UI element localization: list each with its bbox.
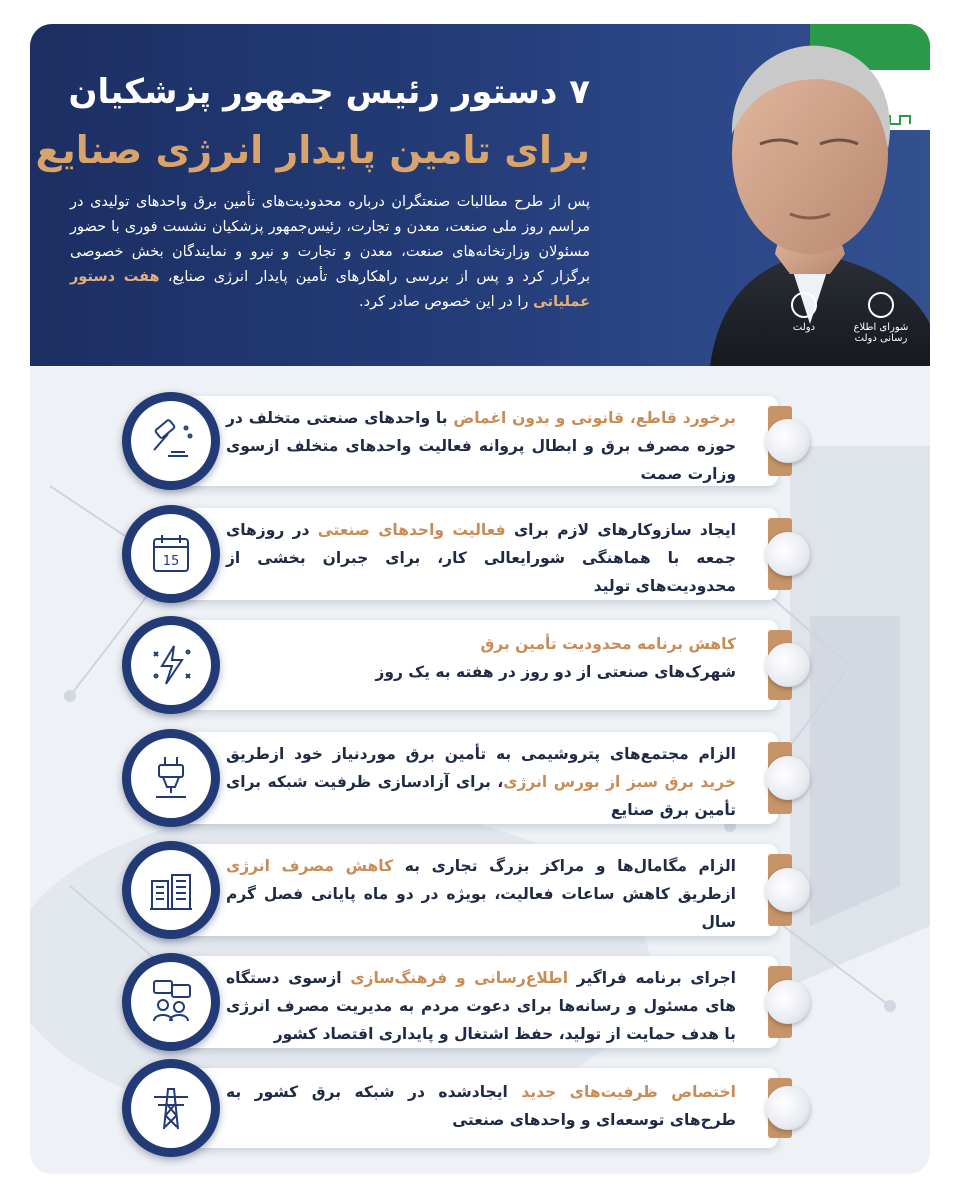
item-highlight: برخورد قاطع، قانونی و بدون اغماض	[453, 409, 736, 427]
item-body: با واحدهای صنعتی متخلف در حوزه مصرف برق و ابطال پروانه فعالیت واحدهای متخلف ازسوی وزارت صمت	[226, 409, 736, 483]
lightning-icon	[146, 640, 196, 690]
item-body: شهرک‌های صنعتی از دو روز در هفته به یک روز	[375, 663, 736, 681]
item-text	[226, 630, 736, 686]
emblem-icon	[868, 292, 894, 318]
item-badge	[122, 505, 220, 603]
calendar-icon	[146, 529, 196, 579]
item-card	[156, 620, 778, 710]
list-item	[156, 620, 780, 710]
item-knob	[766, 980, 810, 1024]
item-badge	[122, 953, 220, 1051]
intro-highlight: هفت دستور عملیاتی	[70, 269, 590, 310]
item-highlight: کاهش برنامه محدودیت تأمین برق	[480, 635, 736, 653]
item-text	[226, 516, 736, 600]
item-knob	[766, 1086, 810, 1130]
item-text	[226, 404, 736, 488]
item-card	[156, 508, 778, 600]
item-badge	[122, 841, 220, 939]
item-text	[226, 852, 736, 936]
item-badge	[122, 616, 220, 714]
gavel-icon	[146, 416, 196, 466]
government-emblem-icon	[791, 292, 817, 318]
intro-paragraph	[70, 190, 590, 315]
intro-text-end: را در این خصوص صادر کرد.	[359, 294, 533, 310]
list-item	[156, 1068, 780, 1148]
item-card	[156, 844, 778, 936]
item-knob	[766, 643, 810, 687]
item-card	[156, 956, 778, 1048]
item-body: در روزهای جمعه با هماهنگی شورایعالی کار، برای جبران بخشی از محدودیت‌های تولید	[226, 521, 736, 595]
item-knob	[766, 868, 810, 912]
item-badge	[122, 392, 220, 490]
item-intro: اجرای برنامه فراگیر	[568, 969, 736, 987]
title-line-2: برای تامین پایدار انرژی صنایع	[35, 128, 590, 172]
power-tower-icon	[146, 1083, 196, 1133]
item-knob	[766, 756, 810, 800]
item-knob	[766, 532, 810, 576]
list-item	[156, 956, 780, 1048]
item-card	[156, 396, 778, 486]
item-highlight: اطلاع‌رسانی و فرهنگ‌سازی	[350, 969, 569, 987]
logo-caption: دولت	[792, 322, 816, 333]
intro-text: پس از طرح مطالبات صنعتگران درباره محدودیت‌های تأمین برق واحدهای تولیدی در مراسم روز ملی صنعت، معدن و تجارت، رئیس‌جمهور پزشکیان نشست فوری با حضور مسئولان وزارتخانه‌های صنعت، معدن و تجارت و نیرو و نمایندگان بخش خصوصی برگزار کرد و پس از بررسی راهکارهای تأمین پایدار انرژی صنایع،	[70, 194, 590, 285]
item-text	[226, 740, 736, 824]
item-text	[226, 1078, 736, 1134]
list-item	[156, 508, 780, 600]
item-intro: ایجاد سازوکارهای لازم برای	[505, 521, 736, 539]
item-intro: الزام مگامال‌ها و مراکز بزرگ تجاری به	[393, 857, 736, 875]
calendar-day: 15	[162, 554, 180, 569]
list-item	[156, 396, 780, 486]
item-body: ، برای آزادسازی ظرفیت شبکه برای تأمین برق صنایع	[226, 773, 736, 819]
infographic	[30, 24, 930, 1174]
item-badge	[122, 1059, 220, 1157]
item-card	[156, 732, 778, 824]
item-highlight: خرید برق سبز از بورس انرژی	[503, 773, 737, 791]
buildings-icon	[146, 865, 196, 915]
item-body: ایجادشده در شبکه برق کشور به طرح‌های توسعه‌ای و واحدهای صنعتی	[226, 1083, 736, 1129]
government-logo	[774, 292, 834, 346]
item-highlight: اختصاص ظرفیت‌های جدید	[521, 1083, 736, 1101]
item-knob	[766, 419, 810, 463]
item-body: ازسوی دستگاه های مسئول و رسانه‌ها برای دعوت مردم به مدیریت مصرف انرژی با هدف حمایت از تولید، حفظ اشتغال و پایداری اقتصاد کشور	[226, 969, 736, 1043]
power-plug-icon	[146, 753, 196, 803]
item-text	[226, 964, 736, 1048]
government-council-logo	[846, 292, 916, 346]
people-chat-icon	[146, 977, 196, 1027]
item-highlight: کاهش مصرف انرژی	[226, 857, 394, 875]
item-highlight: فعالیت واحدهای صنعتی	[317, 521, 506, 539]
list-item	[156, 844, 780, 936]
list-item	[156, 732, 780, 824]
header	[30, 24, 930, 366]
item-intro: الزام مجتمع‌های پتروشیمی به تأمین برق موردنیاز خود ازطریق	[226, 745, 736, 763]
logo-caption: شورای اطلاع رسانی دولت	[853, 322, 909, 344]
title-line-1: ۷ دستور رئیس جمهور پزشکیان	[68, 72, 590, 112]
item-body: ازطریق کاهش ساعات فعالیت، بویژه در دو ماه پایانی فصل گرم سال	[226, 885, 736, 931]
item-badge	[122, 729, 220, 827]
item-card	[156, 1068, 778, 1148]
